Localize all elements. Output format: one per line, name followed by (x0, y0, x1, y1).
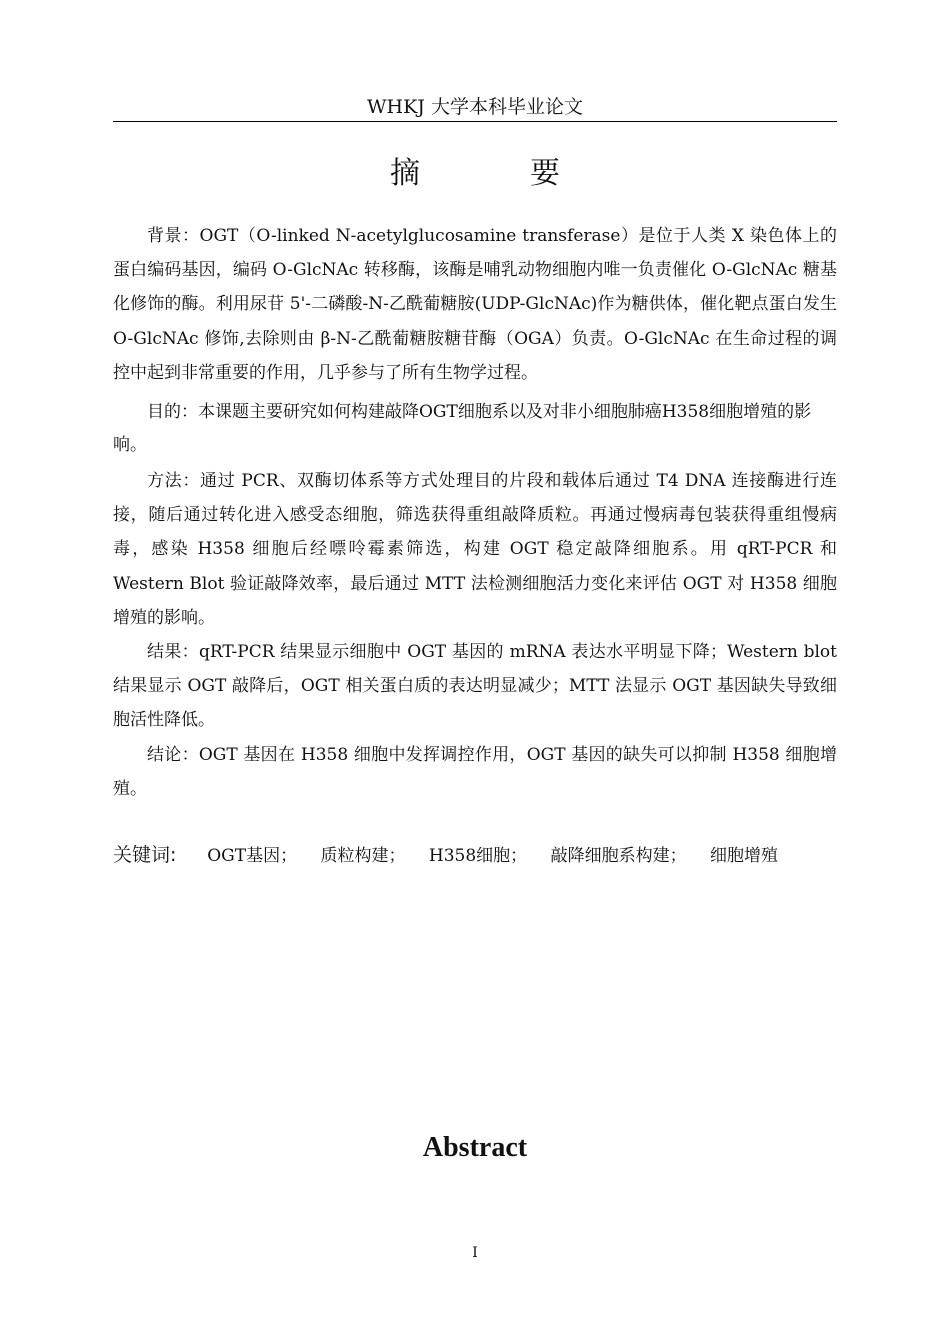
section-title-english-abstract: Abstract (422, 1132, 528, 1163)
paragraph-background: 背景：OGT（O-linked N-acetylglucosamine transferase）是位于人类 X 染色体上的蛋白编码基因，编码 O-GlcNAc 转移酶，该酶是哺乳动物细胞内唯一负责催化 O-GlcNAc 糖基化修饰的酶。利用尿苷 5'-二磷酸-N-乙酰葡糖胺(UDP-GlcNAc)作为糖供体，催化靶点蛋白发生 O-GlcNAc 修饰,去除则由 β-N-乙酰葡糖胺糖苷酶（OGA）负责。O-GlcNAc 在生命过程的调控中起到非常重要的作用，几乎参与了所有生物学过程。 (113, 226, 837, 383)
page-number: I (472, 1245, 478, 1261)
keyword-item: 敲降细胞系构建； (550, 846, 687, 866)
keyword-item: 细胞增殖 (709, 846, 778, 866)
keywords-label: 关键词: (113, 844, 177, 866)
paragraph-conclusion: 结论：OGT 基因在 H358 细胞中发挥调控作用，OGT 基因的缺失可以抑制 H358 细胞增殖。 (113, 744, 837, 799)
header-divider (113, 121, 837, 122)
running-header: WHKJ 大学本科毕业论文 (367, 96, 583, 118)
keywords-line (113, 840, 837, 871)
keyword-item: 质粒构建； (320, 846, 406, 866)
keyword-item: H358细胞； (428, 846, 528, 866)
paragraph-results: 结果：qRT-PCR 结果显示细胞中 OGT 基因的 mRNA 表达水平明显下降；Western blot 结果显示 OGT 敲降后，OGT 相关蛋白质的表达明显减少；MTT 法显示 OGT 基因缺失导致细胞活性降低。 (113, 642, 837, 731)
paragraph-methods: 方法：通过 PCR、双酶切体系等方式处理目的片段和载体后通过 T4 DNA 连接酶进行连接，随后通过转化进入感受态细胞，筛选获得重组敲降质粒。再通过慢病毒包装获得重组慢病毒，感染 H358 细胞后经嘌呤霉素筛选，构建 OGT 稳定敲降细胞系。用 qRT-PCR 和 Western Blot 验证敲降效率，最后通过 MTT 法检测细胞活力变化来评估 OGT 对 H358 细胞增殖的影响。 (113, 471, 837, 628)
paragraph-purpose: 目的：本课题主要研究如何构建敲降OGT细胞系以及对非小细胞肺癌H358细胞增殖的影响。 (113, 402, 812, 456)
section-title-chinese-abstract: 摘 要 (390, 156, 600, 191)
keyword-item: OGT基因； (207, 846, 298, 866)
abstract-body (113, 219, 837, 806)
